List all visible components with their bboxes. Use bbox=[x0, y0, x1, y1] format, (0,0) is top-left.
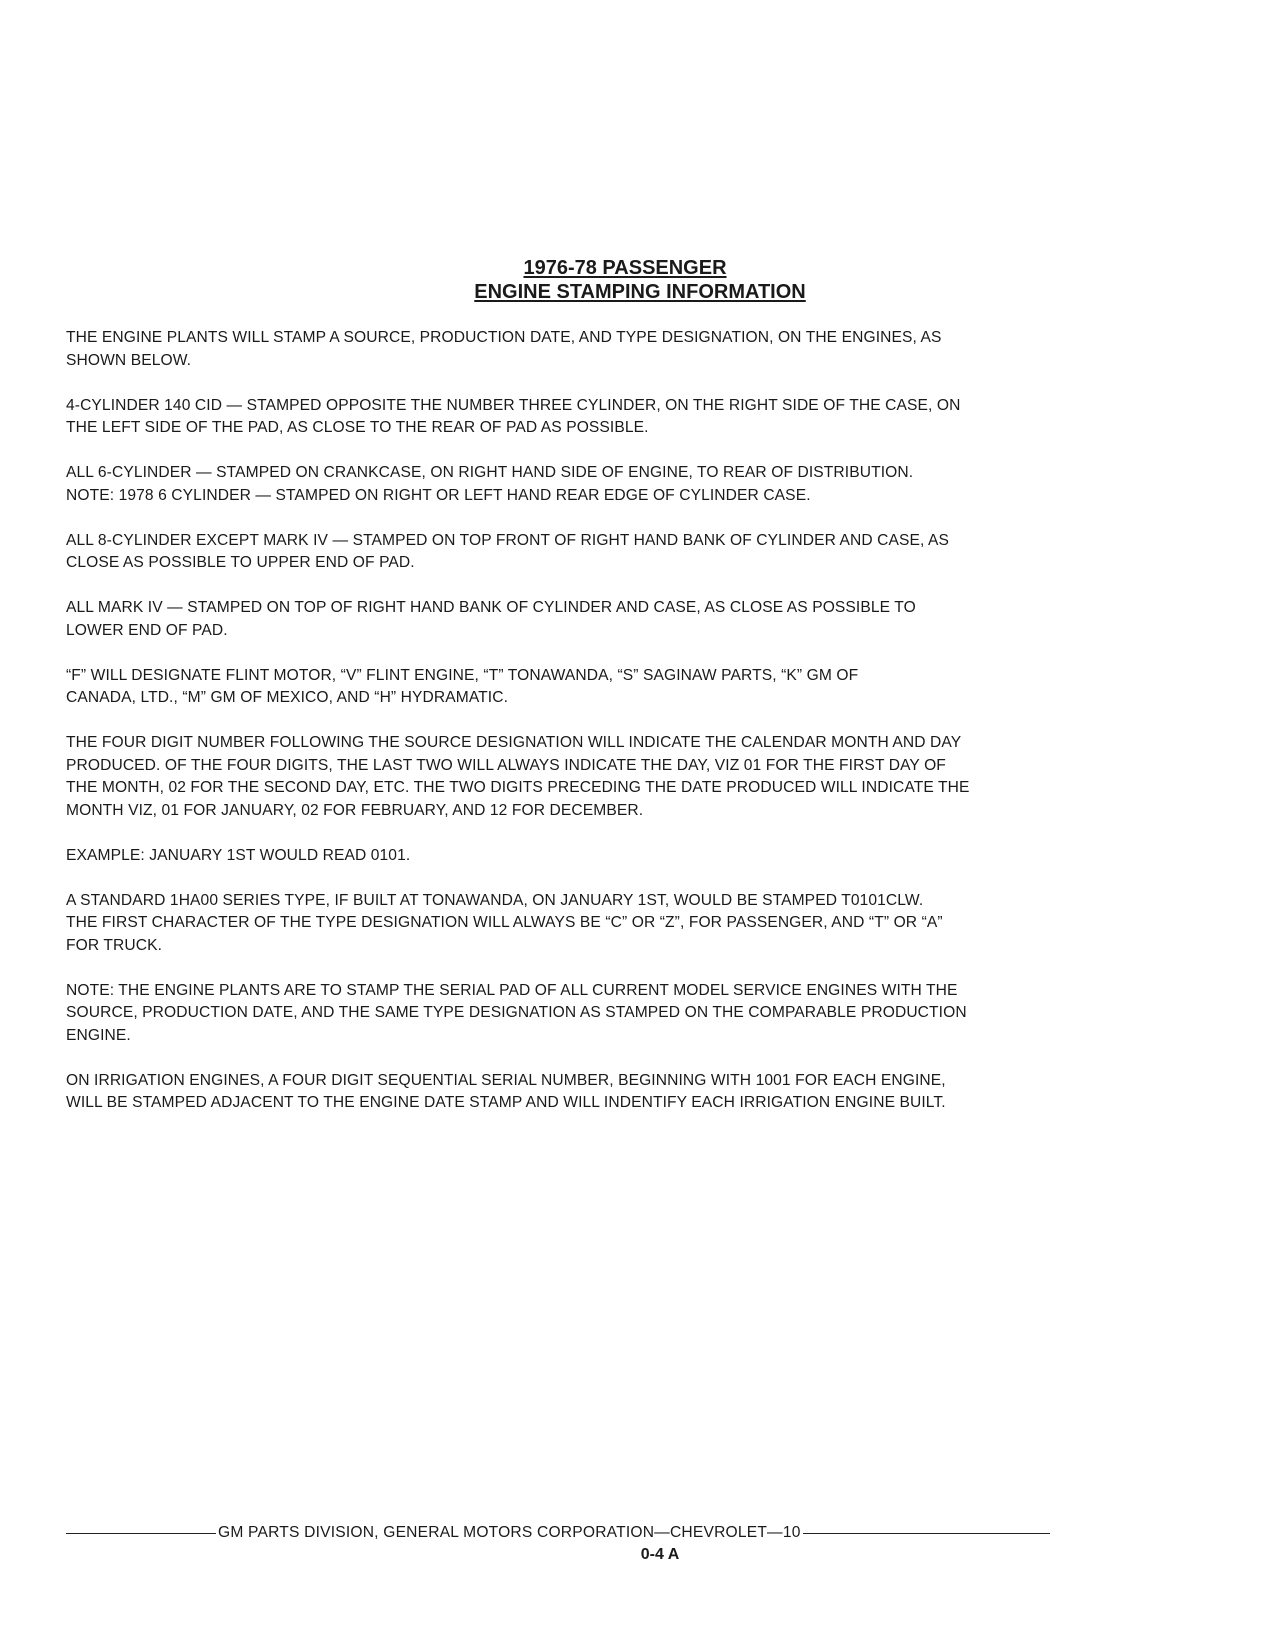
paragraph-line: WILL BE STAMPED ADJACENT TO THE ENGINE DATE STAMP AND WILL INDENTIFY EACH IRRIGATION ENGINE BUILT. bbox=[66, 1094, 946, 1111]
footer-text: GM PARTS DIVISION, GENERAL MOTORS CORPORATION—CHEVROLET—10 bbox=[218, 1524, 801, 1541]
paragraph-mark-iv bbox=[66, 597, 1050, 642]
paragraph-line: A STANDARD 1HA00 SERIES TYPE, IF BUILT AT TONAWANDA, ON JANUARY 1ST, WOULD BE STAMPED T0101CLW. bbox=[66, 891, 924, 909]
paragraph-line: CLOSE AS POSSIBLE TO UPPER END OF PAD. bbox=[66, 554, 415, 571]
paragraph-line: “F” WILL DESIGNATE FLINT MOTOR, “V” FLINT ENGINE, “T” TONAWANDA, “S” SAGINAW PARTS, “K” GM OF bbox=[66, 666, 859, 684]
paragraph-line: LOWER END OF PAD. bbox=[66, 621, 228, 639]
paragraph-line: ALL 6-CYLINDER — STAMPED ON CRANKCASE, ON RIGHT HAND SIDE OF ENGINE, TO REAR OF DISTRIBUTION. bbox=[66, 464, 914, 481]
paragraph-irrigation bbox=[66, 1070, 1050, 1115]
paragraph-4-cylinder bbox=[66, 395, 1050, 440]
paragraph-intro bbox=[66, 327, 1050, 372]
body-text bbox=[66, 327, 1050, 1137]
paragraph-example bbox=[66, 845, 1050, 868]
paragraph-date-digits bbox=[66, 732, 1050, 822]
document-title bbox=[0, 256, 1280, 304]
paragraph-line: THE FOUR DIGIT NUMBER FOLLOWING THE SOURCE DESIGNATION WILL INDICATE THE CALENDAR MONTH AND DAY bbox=[66, 734, 962, 751]
page-number: 0-4 A bbox=[640, 1546, 680, 1563]
paragraph-6-cylinder bbox=[66, 462, 1050, 507]
paragraph-line: THE FIRST CHARACTER OF THE TYPE DESIGNATION WILL ALWAYS BE “C” OR “Z”, FOR PASSENGER, AND “T” OR “A” bbox=[66, 914, 943, 931]
paragraph-line: NOTE: 1978 6 CYLINDER — STAMPED ON RIGHT OR LEFT HAND REAR EDGE OF CYLINDER CASE. bbox=[66, 486, 811, 504]
paragraph-line: ALL 8-CYLINDER EXCEPT MARK IV — STAMPED ON TOP FRONT OF RIGHT HAND BANK OF CYLINDER AND CASE, AS bbox=[66, 531, 950, 549]
paragraph-line: ALL MARK IV — STAMPED ON TOP OF RIGHT HAND BANK OF CYLINDER AND CASE, AS CLOSE AS POSSIBLE TO bbox=[66, 599, 916, 616]
footer-rule-right bbox=[803, 1533, 1050, 1534]
paragraph-line: FOR TRUCK. bbox=[66, 936, 163, 954]
paragraph-standard-type bbox=[66, 890, 1050, 958]
paragraph-line: SOURCE, PRODUCTION DATE, AND THE SAME TYPE DESIGNATION AS STAMPED ON THE COMPARABLE PRODUCTION bbox=[66, 1004, 967, 1021]
paragraph-line: ON IRRIGATION ENGINES, A FOUR DIGIT SEQUENTIAL SERIAL NUMBER, BEGINNING WITH 1001 FOR EACH ENGINE, bbox=[66, 1071, 946, 1089]
paragraph-line: ENGINE. bbox=[66, 1026, 131, 1044]
paragraph-line: MONTH VIZ, 01 FOR JANUARY, 02 FOR FEBRUARY, AND 12 FOR DECEMBER. bbox=[66, 801, 644, 819]
paragraph-line: THE LEFT SIDE OF THE PAD, AS CLOSE TO THE REAR OF PAD AS POSSIBLE. bbox=[66, 419, 649, 436]
page-footer bbox=[66, 1524, 1050, 1542]
paragraph-line: NOTE: THE ENGINE PLANTS ARE TO STAMP THE SERIAL PAD OF ALL CURRENT MODEL SERVICE ENGINES WITH THE bbox=[66, 981, 958, 999]
paragraph-line: PRODUCED. OF THE FOUR DIGITS, THE LAST TWO WILL ALWAYS INDICATE THE DAY, VIZ 01 FOR THE FIRST DAY OF bbox=[66, 756, 946, 774]
title-line-1: 1976-78 PASSENGER bbox=[523, 257, 727, 279]
paragraph-line: THE MONTH, 02 FOR THE SECOND DAY, ETC. THE TWO DIGITS PRECEDING THE DATE PRODUCED WILL INDICATE THE bbox=[66, 779, 970, 796]
paragraph-8-cylinder bbox=[66, 530, 1050, 575]
title-line-2: ENGINE STAMPING INFORMATION bbox=[474, 281, 806, 303]
footer-rule-left bbox=[66, 1533, 216, 1534]
paragraph-line: THE ENGINE PLANTS WILL STAMP A SOURCE, PRODUCTION DATE, AND TYPE DESIGNATION, ON THE ENGINES, AS bbox=[66, 329, 942, 346]
paragraph-service-note bbox=[66, 980, 1050, 1048]
paragraph-line: 4-CYLINDER 140 CID — STAMPED OPPOSITE THE NUMBER THREE CYLINDER, ON THE RIGHT SIDE OF THE CASE, ON bbox=[66, 396, 961, 414]
paragraph-source-codes bbox=[66, 665, 1050, 710]
paragraph-line: EXAMPLE: JANUARY 1ST WOULD READ 0101. bbox=[66, 846, 411, 864]
paragraph-line: CANADA, LTD., “M” GM OF MEXICO, AND “H” HYDRAMATIC. bbox=[66, 689, 509, 706]
paragraph-line: SHOWN BELOW. bbox=[66, 351, 192, 369]
